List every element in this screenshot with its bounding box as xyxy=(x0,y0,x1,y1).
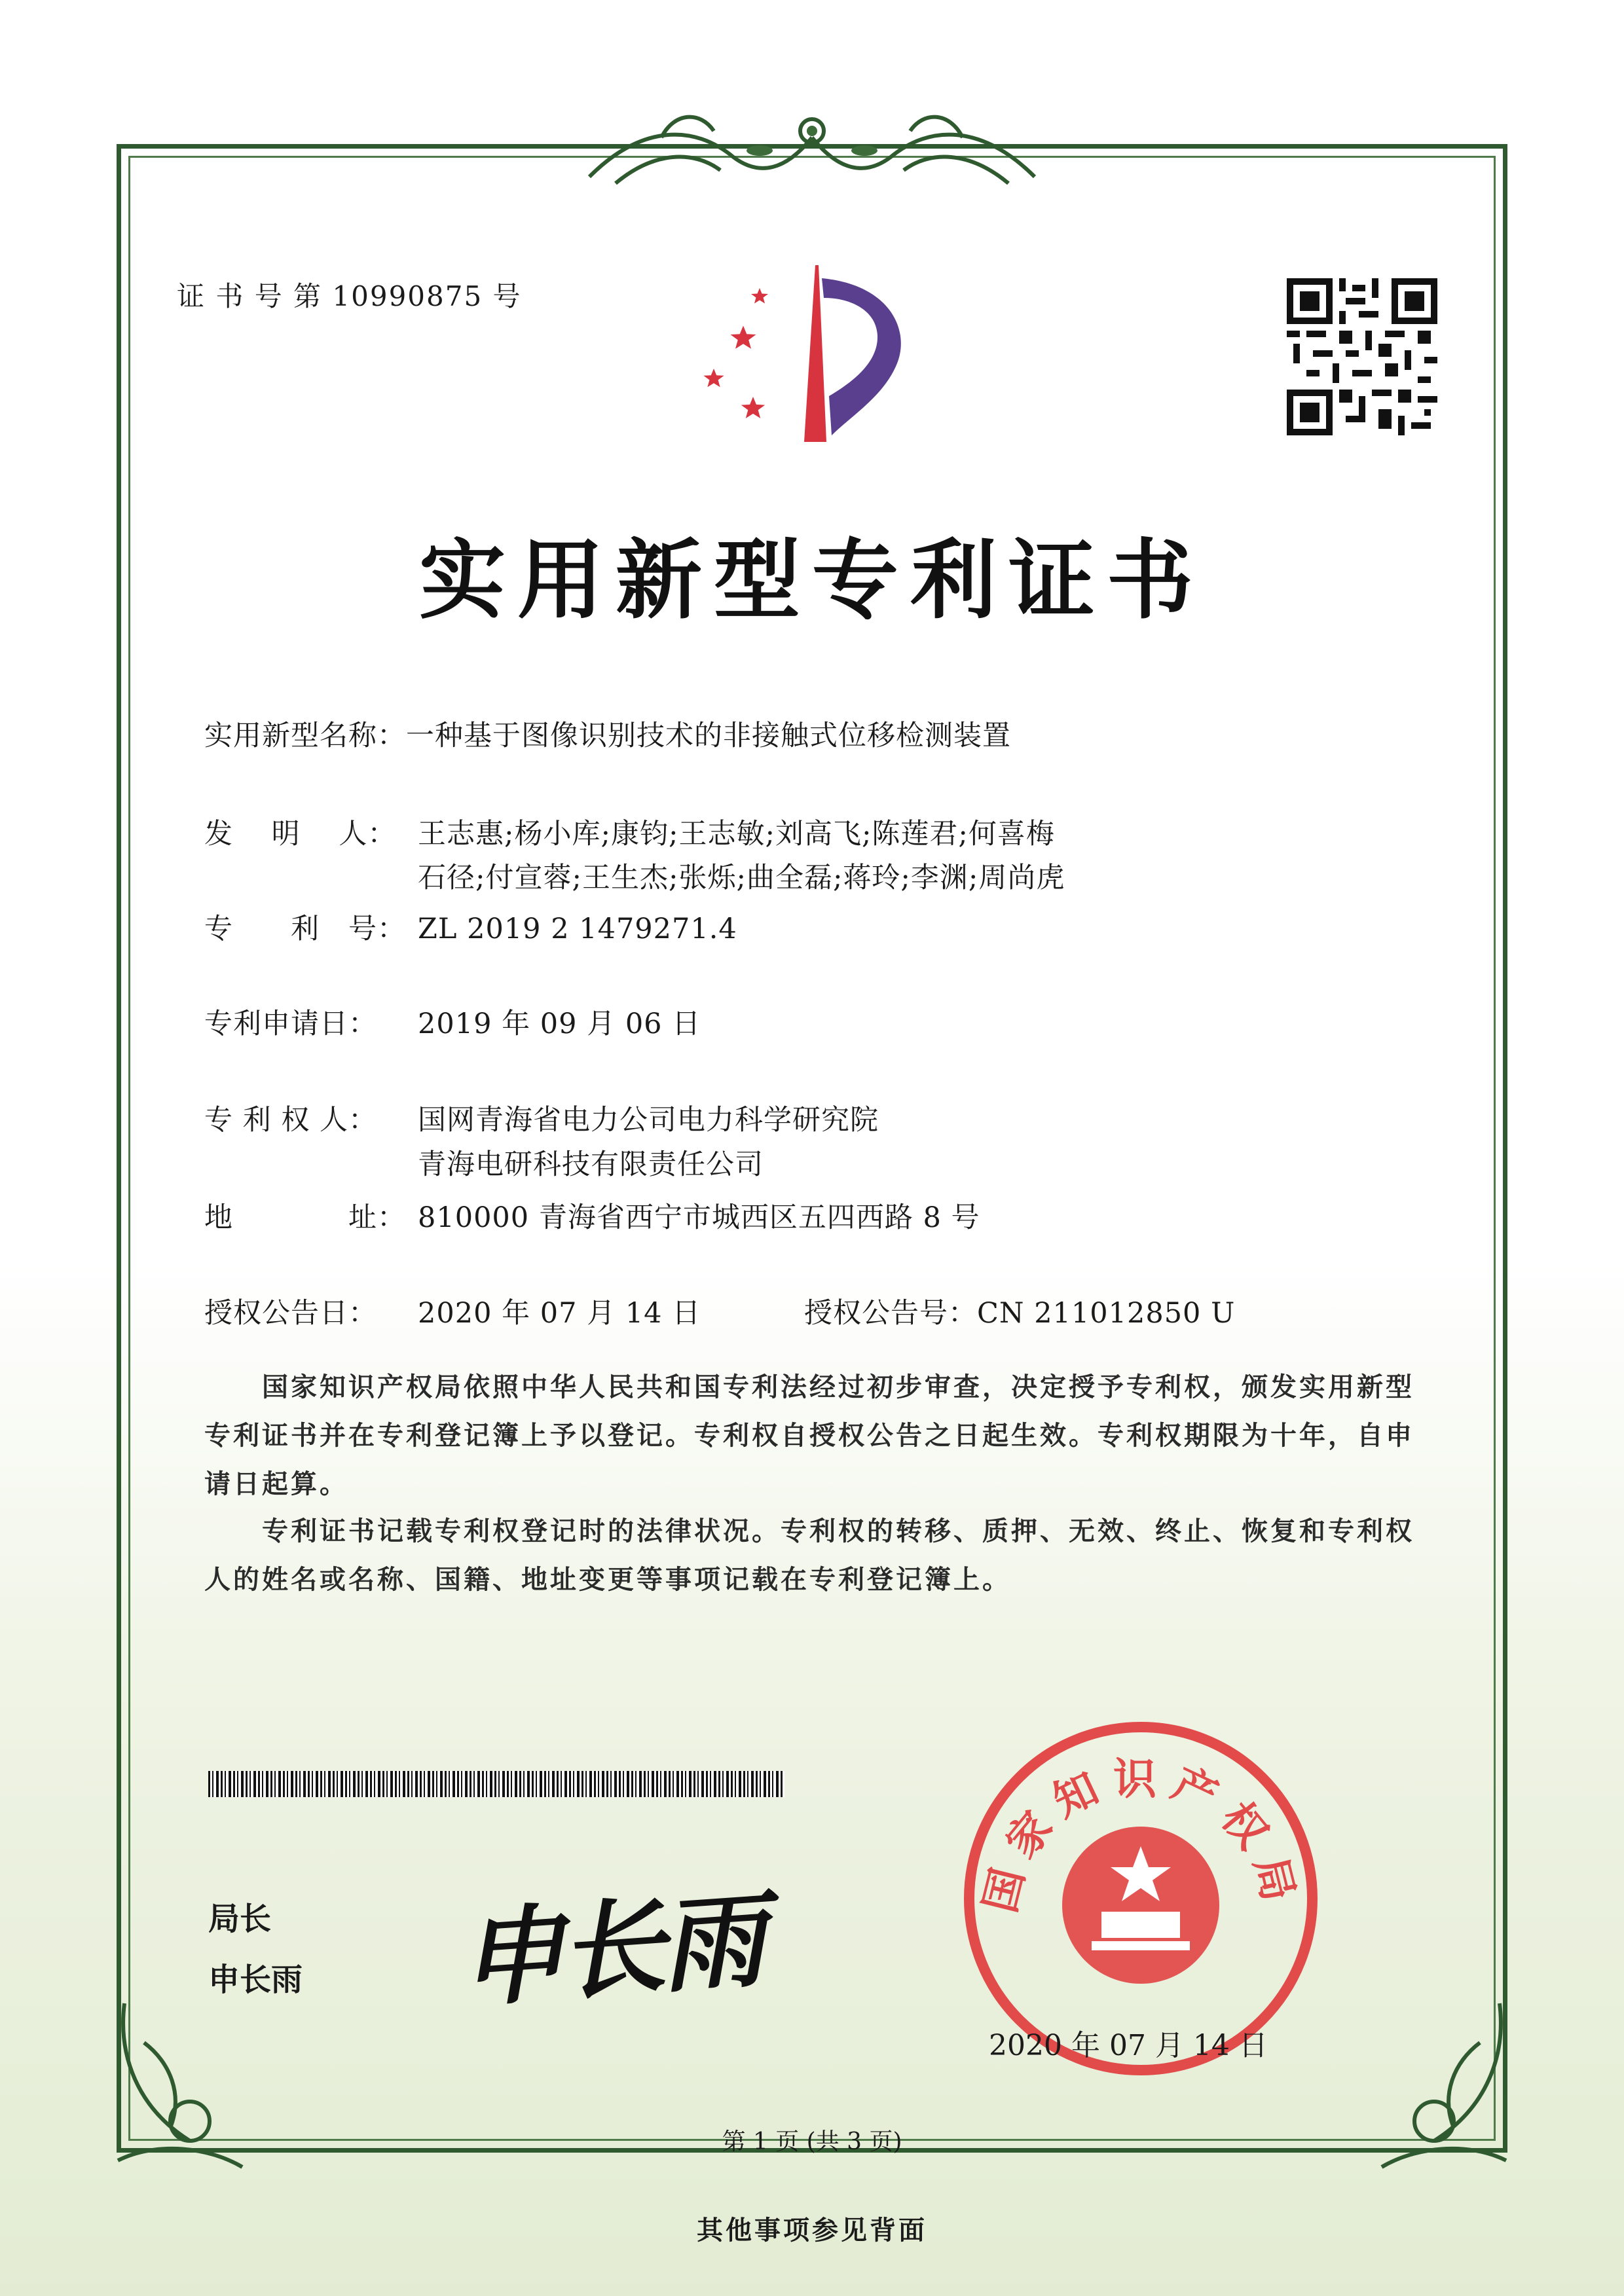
filing-date-row xyxy=(204,1002,701,1042)
utility-model-name-label: 实用新型名称： xyxy=(204,720,406,752)
cnipa-logo xyxy=(681,259,943,455)
seal-text xyxy=(1061,1728,1065,1729)
address-label: 地 址： xyxy=(204,1201,406,1234)
patentee-line-1: 国网青海省电力公司电力科学研究院 xyxy=(418,1104,879,1137)
patent-number-label: 专 利 号： xyxy=(204,913,406,945)
inventor-line-2: 石径;付宣蓉;王生杰;张烁;曲全磊;蒋玲;李渊;周尚虎 xyxy=(418,862,1065,894)
address-value: 810000 青海省西宁市城西区五四西路 8 号 xyxy=(418,1201,980,1234)
director-name: 申长雨 xyxy=(208,1961,303,1998)
legal-status-paragraph: 专利证书记载专利权登记时的法律状况。专利权的转移、质押、无效、终止、恢复和专利权人的姓名或名称、国籍、地址变更等事项记载在专利登记簿上。 xyxy=(204,1516,1414,1595)
grant-date-label: 授权公告日： xyxy=(204,1297,377,1330)
qr-code xyxy=(1287,278,1437,435)
patentee-row xyxy=(204,1098,879,1138)
patentee-label: 专 利 权 人： xyxy=(204,1104,378,1137)
utility-model-name-value: 一种基于图像识别技术的非接触式位移检测装置 xyxy=(406,720,1011,752)
grant-date-row xyxy=(204,1291,701,1331)
director-title: 局长 xyxy=(208,1901,272,1937)
grant-number-value: CN 211012850 U xyxy=(977,1297,1236,1330)
seal-date: 2020 年 07 月 14 日 xyxy=(989,2029,1268,2062)
footer-note: 其他事项参见背面 xyxy=(697,2215,927,2246)
certificate-number: 证 书 号 第 10990875 号 xyxy=(177,280,522,312)
certificate-title: 实用新型专利证书 xyxy=(419,530,1205,631)
patent-number-row xyxy=(204,907,737,947)
grant-date-value: 2020 年 07 月 14 日 xyxy=(418,1297,701,1330)
filing-date-label: 专利申请日： xyxy=(204,1008,377,1040)
top-ornament xyxy=(563,98,1061,196)
patent-number-value: ZL 2019 2 1479271.4 xyxy=(418,913,737,945)
grant-number-row xyxy=(804,1291,1235,1331)
address-row xyxy=(204,1195,980,1235)
utility-model-name-row xyxy=(204,714,1011,754)
inventor-row xyxy=(204,812,1055,852)
inventor-label: 发 明 人： xyxy=(204,818,397,850)
page-indicator: 第 1 页 (共 3 页) xyxy=(722,2128,902,2155)
director-signature: 申长雨 xyxy=(454,1878,766,2022)
svg-text:国家知识产权局: 国家知识产权局 xyxy=(974,1754,1307,1918)
inventor-line-1: 王志惠;杨小库;康钧;王志敏;刘高飞;陈莲君;何喜梅 xyxy=(418,818,1055,850)
grant-number-label: 授权公告号： xyxy=(804,1297,977,1330)
grant-statement-paragraph: 国家知识产权局依照中华人民共和国专利法经过初步审查，决定授予专利权，颁发实用新型专利证书并在专利登记簿上予以登记。专利权自授权公告之日起生效。专利权期限为十年，自申请日起算。 xyxy=(204,1372,1414,1499)
filing-date-value: 2019 年 09 月 06 日 xyxy=(418,1008,701,1040)
inventor-row-2 xyxy=(418,856,1065,896)
patentee-line-2: 青海电研科技有限责任公司 xyxy=(418,1148,764,1181)
patentee-row-2 xyxy=(418,1142,764,1182)
barcode xyxy=(208,1771,784,1797)
